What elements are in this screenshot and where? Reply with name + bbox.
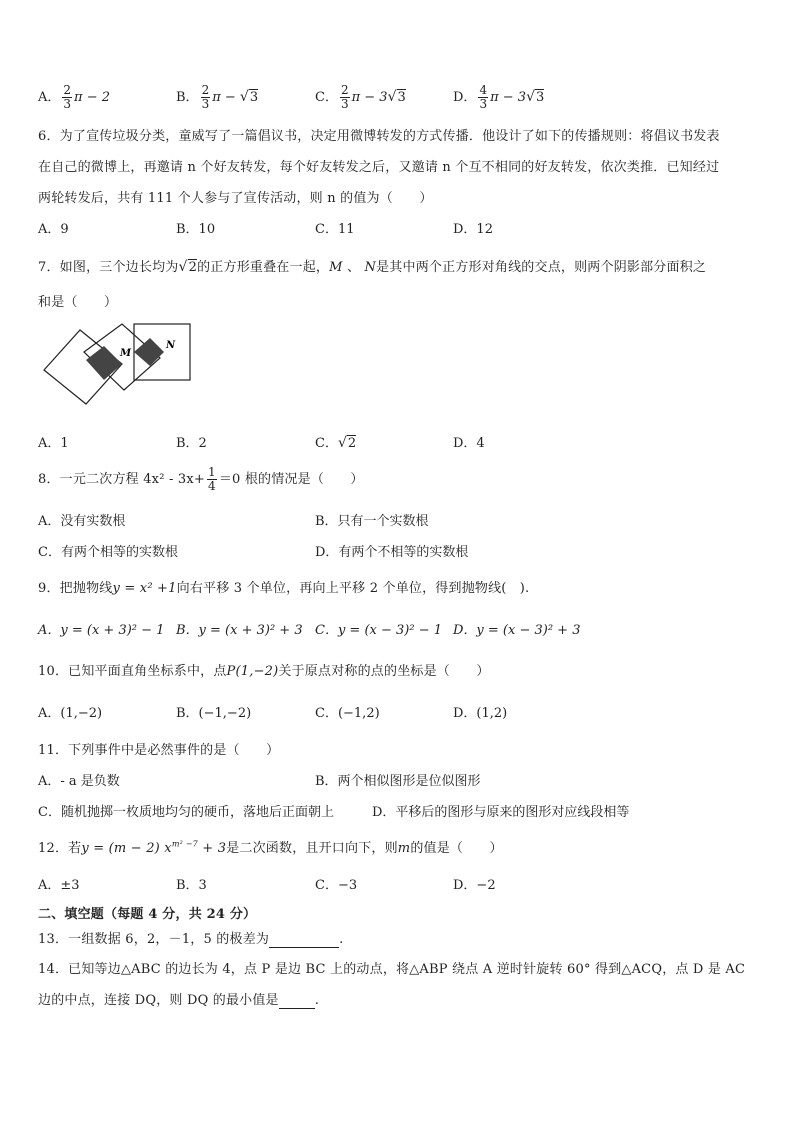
fraction: $\frac{2}{3}$: [63, 83, 72, 111]
sqrt-sign: √: [239, 89, 249, 105]
three-squares-figure: [40, 318, 200, 410]
fraction: $\frac{2}{3}$: [340, 83, 349, 111]
sqrt-sign: √: [387, 89, 397, 105]
q6-line-3: 两轮转发后，共有 111 个人参与了宣传活动，则 n 的值为（ ）: [38, 191, 433, 206]
q8-option-b: B．只有一个实数根: [315, 514, 429, 529]
q8-option-d: D．有两个不相等的实数根: [315, 545, 469, 560]
q11-option-c: C．随机抛掷一枚质地均匀的硬币，落地后正面朝上: [38, 805, 334, 820]
q6-line-1: 6．为了宣传垃圾分类，童威写了一篇倡议书，决定用微博转发的方式传播．他设计了如下的传播规则：将倡议书发表: [38, 129, 720, 144]
q10-option-a: A．(1,−2): [38, 706, 103, 721]
q11-option-a: A．- a 是负数: [38, 774, 120, 789]
q9-stem: 9．把抛物线y = x² +1向右平移 3 个单位，再向上平移 2 个单位，得到抛物线( ).: [38, 581, 530, 596]
shaded-region-right: [134, 338, 164, 366]
sqrt-sign: √: [337, 435, 347, 451]
q14-line-2: 边的中点，连接 DQ，则 DQ 的最小值是 .: [38, 993, 320, 1008]
q11-stem: 11．下列事件中是必然事件的是（ ）: [38, 743, 280, 758]
q10-option-b: B．(−1,−2): [176, 706, 252, 721]
q6-option-d: D．12: [453, 222, 493, 237]
section-heading: 二、填空题（每题 4 分，共 24 分）: [38, 907, 257, 922]
q14-line-1: 14．已知等边△ABC 的边长为 4，点 P 是边 BC 上的动点，将△ABP 绕点 A 逆时针旋转 60° 得到△ACQ，点 D 是 AC: [38, 962, 746, 977]
answer-blank: [279, 993, 315, 1009]
q5-option-c: C． $\frac{2}{3}$ π − 3√3: [315, 83, 406, 111]
q8-stem: 8．一元二次方程 4x² - 3x+ $\frac{1}{4}$ ＝0 根的情况是（ ）: [38, 465, 364, 493]
q6-option-a: A．9: [38, 222, 69, 237]
q11-option-d: D．平移后的图形与原来的图形对应线段相等: [372, 805, 630, 820]
fraction: $\frac{2}{3}$: [201, 83, 210, 111]
q9-option-b: B．y = (x + 3)² + 3: [176, 623, 303, 638]
q12-stem: 12．若y = (m − 2) $x^{m^2 -7} + 3$是二次函数，且开口向下，则m的值是（ ）: [38, 839, 503, 856]
label-m: M: [120, 348, 132, 359]
q13-stem: 13．一组数据 6，2，－1，5 的极差为 .: [38, 932, 344, 947]
q12-option-d: D．−2: [453, 878, 496, 893]
q7-option-b: B．2: [176, 436, 207, 451]
q10-option-d: D．(1,2): [453, 706, 508, 721]
q5-option-b: B． $\frac{2}{3}$ π − √3: [176, 83, 259, 111]
q12-option-a: A．±3: [38, 878, 80, 893]
q5-option-d: D． $\frac{4}{3}$ π − 3√3: [453, 83, 545, 111]
q11-option-b: B．两个相似图形是位似图形: [315, 774, 481, 789]
q9-option-a: A．y = (x + 3)² − 1: [38, 623, 165, 638]
q7-line-2: 和是（ ）: [38, 295, 118, 310]
q6-option-b: B．10: [176, 222, 216, 237]
sqrt-sign: √: [178, 259, 188, 275]
sqrt-sign: √: [526, 89, 535, 105]
label-n: N: [166, 340, 176, 351]
fraction: $\frac{1}{4}$: [207, 465, 216, 493]
q9-option-c: C．y = (x − 3)² − 1: [315, 623, 442, 638]
shaded-region-left: [86, 346, 122, 380]
q12-option-b: B．3: [176, 878, 207, 893]
q7-option-c: C．√2: [315, 435, 357, 451]
q9-option-d: D．y = (x − 3)² + 3: [453, 623, 581, 638]
q8-option-c: C．有两个相等的实数根: [38, 545, 178, 560]
q7-option-d: D．4: [453, 436, 485, 451]
q7-line-1: 7．如图，三个边长均为√2的正方形重叠在一起，M 、 N是其中两个正方形对角线的交点，则两个阴影部分面积之: [38, 259, 707, 275]
q6-option-c: C．11: [315, 222, 355, 237]
q12-option-c: C．−3: [315, 878, 358, 893]
q8-option-a: A．没有实数根: [38, 514, 126, 529]
fraction: $\frac{4}{3}$: [479, 83, 488, 111]
q6-line-2: 在自己的微博上，再邀请 n 个好友转发，每个好友转发之后，又邀请 n 个互不相同的好友转发，依次类推．已知经过: [38, 160, 720, 175]
q10-stem: 10．已知平面直角坐标系中，点P(1,−2)关于原点对称的点的坐标是（ ）: [38, 664, 490, 679]
answer-blank: [269, 932, 339, 948]
q5-option-a: A． $\frac{2}{3}$ π − 2: [38, 83, 111, 111]
q10-option-c: C．(−1,2): [315, 706, 380, 721]
q7-option-a: A．1: [38, 436, 69, 451]
